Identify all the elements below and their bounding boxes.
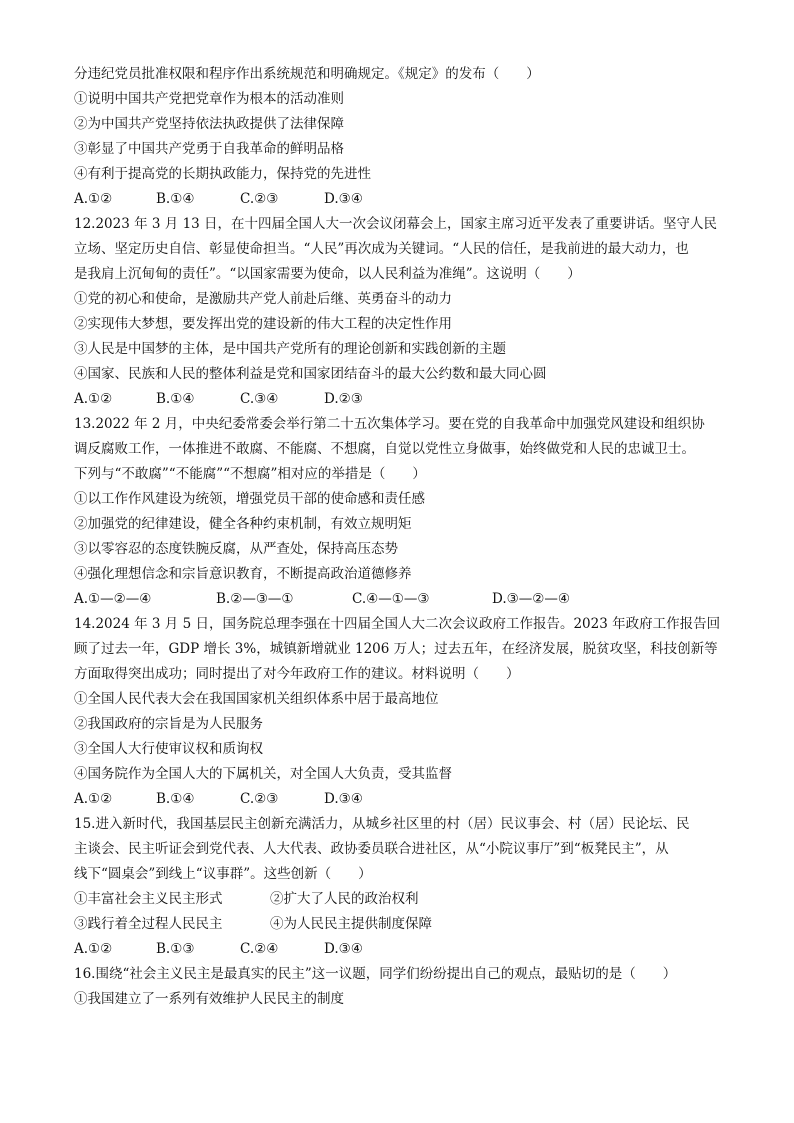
exam-page [74,62,724,1012]
q15-item-1: ①丰富社会主义民主形式 [74,891,223,907]
q11-option-b: B.①④ [156,191,195,207]
q15-item-4: ④为人民民主提供制度保障 [270,916,432,932]
q15-items-row-2 [74,912,724,937]
q13-stem-line-2: 调反腐败工作，一体推进不敢腐、不能腐、不想腐，自觉以党性立身做事，始终做党和人民的忠诚卫士。 [74,441,695,457]
q12-item-2: ②实现伟大梦想，要发挥出党的建设新的伟大工程的决定性作用 [74,316,452,332]
q13-item-4: ④强化理想信念和宗旨意识教育，不断提高政治道德修养 [74,566,412,582]
q11-option-d: D.③④ [324,191,363,207]
q12-option-d: D.②③ [324,391,363,407]
q13-option-d: D.③—②—④ [492,591,570,607]
q13-option-a: A.①—②—④ [74,591,152,607]
q14-stem-line-2: 顾了过去一年，GDP 增长 3%，城镇新增就业 1206 万人；过去五年，在经济发展，脱贫攻坚，科技创新等 [74,641,718,657]
q13-option-b: B.②—③—① [216,591,294,607]
q13-item-1: ①以工作作风建设为统领，增强党员干部的使命感和责任感 [74,491,425,507]
q11-item-3: ③彰显了中国共产党勇于自我革命的鲜明品格 [74,141,344,157]
q14-option-b: B.①④ [156,791,195,807]
q14-stem-line-3: 方面取得突出成功；同时提出了对今年政府工作的建议。材料说明（ ） [74,666,520,682]
q11-option-c: C.②③ [240,191,279,207]
q15-option-c: C.②④ [240,941,279,957]
q12-item-3: ③人民是中国梦的主体，是中国共产党所有的理论创新和实践创新的主题 [74,341,506,357]
q15-option-b: B.①③ [156,941,195,957]
q14-option-d: D.③④ [324,791,363,807]
q11-item-2: ②为中国共产党坚持依法执政提供了法律保障 [74,116,344,132]
q15-option-d: D.③④ [324,941,363,957]
q12-stem-line-1: 12.2023 年 3 月 13 日，在十四届全国人大一次会议闭幕会上，国家主席习近平发表了重要讲话。坚守人民 [74,216,718,232]
q13-stem-line-3: 下列与“不敢腐”“不能腐”“不想腐”相对应的举措是（ ） [74,466,426,482]
q13-item-3: ③以零容忍的态度铁腕反腐，从严查处，保持高压态势 [74,541,398,557]
q12-option-c: C.③④ [240,391,279,407]
q14-options [74,787,724,812]
q13-options [74,587,724,612]
q14-item-4: ④国务院作为全国人大的下属机关，对全国人大负责，受其监督 [74,766,452,782]
q15-stem-line-1: 15.进入新时代，我国基层民主创新充满活力，从城乡社区里的村（居）民议事会、村（居）民论坛、民 [74,816,690,832]
q15-item-3: ③践行着全过程人民民主 [74,916,223,932]
q14-item-1: ①全国人民代表大会在我国国家机关组织体系中居于最高地位 [74,691,439,707]
q15-stem-line-3: 线下“圆桌会”到线上“议事群”。这些创新（ ） [74,866,372,882]
q12-option-a: A.①② [74,391,113,407]
q14-option-c: C.②③ [240,791,279,807]
q12-option-b: B.①④ [156,391,195,407]
q11-option-a: A.①② [74,191,113,207]
q15-option-a: A.①② [74,941,113,957]
q15-items-row-1 [74,887,724,912]
q13-stem-line-1: 13.2022 年 2 月，中央纪委常委会举行第二十五次集体学习。要在党的自我革命中加强党风建设和组织协 [74,416,705,432]
q12-options [74,387,724,412]
q13-item-2: ②加强党的纪律建设，健全各种约束机制，有效立规明矩 [74,516,412,532]
q14-item-3: ③全国人大行使审议权和质询权 [74,741,263,757]
q14-item-2: ②我国政府的宗旨是为人民服务 [74,716,263,732]
q13-option-c: C.④—①—③ [352,591,430,607]
q16-stem-line-1: 16.围绕“社会主义民主是最真实的民主”这一议题，同学们纷纷提出自己的观点，最贴切的是（ ） [74,966,677,982]
q12-stem-line-3: 是我肩上沉甸甸的责任”。“以国家需要为使命，以人民利益为准绳”。这说明（ ） [74,266,581,282]
q11-options [74,187,724,212]
q11-item-1: ①说明中国共产党把党章作为根本的活动准则 [74,91,344,107]
q11-stem-tail: 分违纪党员批准权限和程序作出系统规范和明确规定。《规定》的发布（ ） [74,66,540,82]
q12-stem-line-2: 立场、坚定历史自信、彰显使命担当。“人民”再次成为关键词。“人民的信任，是我前进的最大动力，也 [74,241,689,257]
q14-option-a: A.①② [74,791,113,807]
q11-item-4: ④有利于提高党的长期执政能力，保持党的先进性 [74,166,371,182]
q15-item-2: ②扩大了人民的政治权利 [270,891,419,907]
q14-stem-line-1: 14.2024 年 3 月 5 日，国务院总理李强在十四届全国人大二次会议政府工作报告。2023 年政府工作报告回 [74,616,721,632]
q15-options [74,937,724,962]
q12-item-4: ④国家、民族和人民的整体利益是党和国家团结奋斗的最大公约数和最大同心圆 [74,366,547,382]
q16-item-1: ①我国建立了一系列有效维护人民民主的制度 [74,991,344,1007]
q12-item-1: ①党的初心和使命，是激励共产党人前赴后继、英勇奋斗的动力 [74,291,452,307]
q15-stem-line-2: 主谈会、民主听证会到党代表、人大代表、政协委员联合进社区，从“小院议事厅”到“板凳民主”，从 [74,841,669,857]
